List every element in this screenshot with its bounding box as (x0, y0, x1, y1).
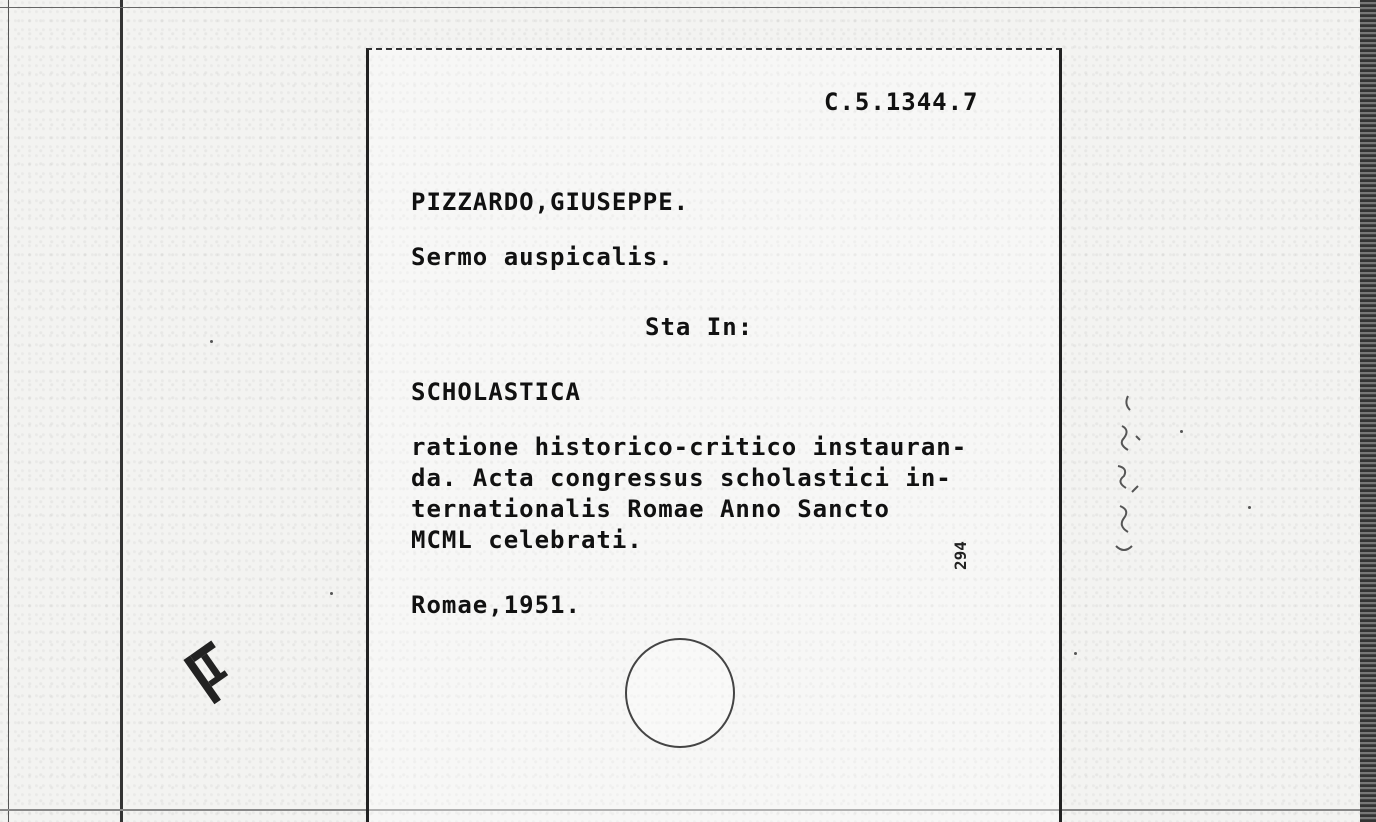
left-border-line (8, 0, 9, 822)
speck (330, 592, 333, 595)
series-title: SCHOLASTICA (411, 378, 581, 406)
top-border-line (0, 7, 1376, 8)
pencil-mark-icon (1098, 386, 1158, 586)
scan-edge-strip (1360, 0, 1376, 822)
description-line: ratione historico-critico instauran- (411, 433, 968, 461)
call-number: C.5.1344.7 (824, 88, 979, 116)
catalog-card (366, 48, 1062, 822)
in-label: Sta In: (645, 313, 754, 341)
description-line: da. Acta congressus scholastici in- (411, 464, 952, 492)
description-line: MCML celebrati. (411, 526, 643, 554)
speck (1180, 430, 1183, 433)
speck (1248, 506, 1251, 509)
left-fold-line (120, 0, 123, 822)
punch-hole (625, 638, 735, 748)
speck (1074, 652, 1077, 655)
library-stamp-icon (182, 638, 242, 708)
description-line: ternationalis Romae Anno Sancto (411, 495, 890, 523)
vertical-number: 294 (951, 541, 970, 570)
imprint: Romae,1951. (411, 591, 581, 619)
speck (210, 340, 213, 343)
author-heading: PIZZARDO,GIUSEPPE. (411, 188, 690, 216)
work-title: Sermo auspicalis. (411, 243, 674, 271)
